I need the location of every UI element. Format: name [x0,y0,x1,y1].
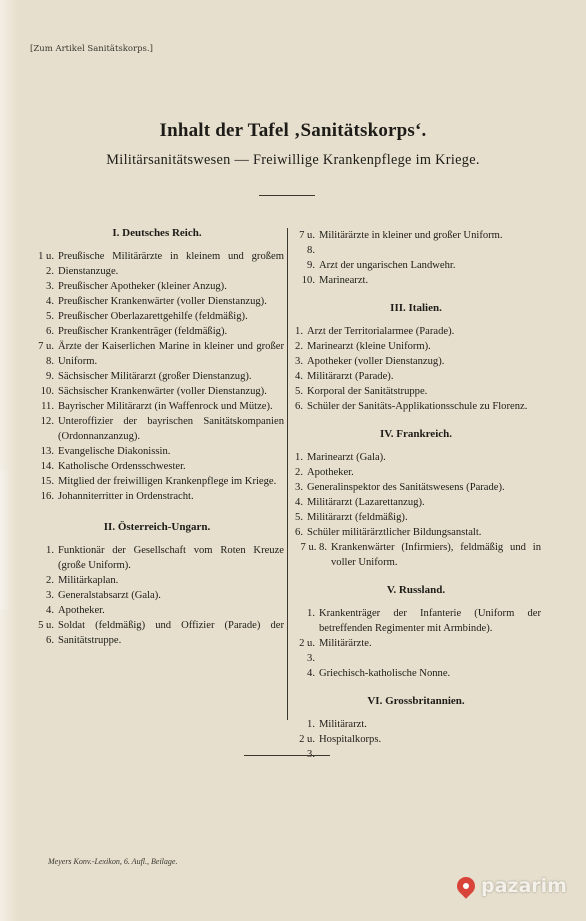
item-number: 15. [40,476,54,487]
item-text: Evangelische Diakonissin. [58,446,171,457]
section-oesterreich-ungarn [30,520,284,648]
item-text: Preußische Militärärzte in kleinem und großem Dienstanzuge. [58,251,284,277]
section-heading: VI. Grossbritannien. [367,695,465,707]
column-divider [287,228,288,720]
item-number: 12. [40,416,54,427]
section-continued-oesterreich [291,228,541,288]
list-item [30,369,284,384]
list-item [291,480,541,495]
item-text: Schüler der Sanitäts-Applikationsschule zu Florenz. [307,401,528,412]
left-column [30,226,284,648]
item-number: 13. [40,446,54,457]
item-text: Unteroffizier der bayrischen Sanitätskompanien (Ordonnanzanzug). [58,416,284,442]
item-number: 1. [295,326,303,337]
item-number: 3. [46,590,54,601]
item-number: 7 u. 8. [299,230,315,256]
item-text: Militärarzt (feldmäßig). [307,512,408,523]
item-text: Apotheker. [58,605,105,616]
list-item [30,294,284,309]
section-heading: II. Österreich-Ungarn. [103,521,211,533]
item-text: Militärarzt (Parade). [307,371,394,382]
item-number: 4. [295,497,303,508]
item-text: Preußischer Krankenwärter (voller Dienstanzug). [58,296,267,307]
item-text: Sächsischer Militärarzt (großer Dienstanzug). [58,371,252,382]
item-text: Bayrischer Militärarzt (in Waffenrock und Mütze). [58,401,273,412]
list-item [30,603,284,618]
item-text: Militärarzt (Lazarettanzug). [307,497,425,508]
item-number: 9. [307,260,315,271]
item-number: 1 u. 2. [38,251,54,277]
item-number: 7 u. 8. [38,341,54,367]
item-text: Soldat (feldmäßig) und Offizier (Parade) der Sanitätstruppe. [58,620,284,646]
list-item [30,444,284,459]
item-text: Generalstabsarzt (Gala). [58,590,161,601]
item-number: 3. [295,356,303,367]
list-item [291,399,541,414]
list-item [30,489,284,504]
item-text: Griechisch-katholische Nonne. [319,668,451,679]
bottom-divider [244,755,330,756]
item-number: 4. [46,296,54,307]
item-text: Preußischer Krankenträger (feldmäßig). [58,326,228,337]
list-item [30,588,284,603]
item-text: Apotheker (voller Dienstanzug). [307,356,445,367]
item-text: Marinearzt (Gala). [307,452,386,463]
item-text: Apotheker. [307,467,354,478]
item-text: Preußischer Apotheker (kleiner Anzug). [58,281,227,292]
item-number: 3. [46,281,54,292]
section-frankreich [291,427,541,570]
section-heading: III. Italien. [390,302,442,314]
item-number: 11. [41,401,54,412]
item-text: Preußischer Oberlazarettgehilfe (feldmäßig). [58,311,248,322]
item-text: Militärarzt. [319,719,367,730]
list-item [291,384,541,399]
list-item [291,717,541,732]
item-number: 6. [295,401,303,412]
list-item [291,732,541,762]
watermark-logo [457,875,567,897]
item-number: 5. [46,311,54,322]
section-heading: V. Russland. [386,584,446,596]
list-item [30,279,284,294]
item-number: 1. [295,452,303,463]
item-number: 2. [295,341,303,352]
item-text: Militärärzte in kleiner und großer Uniform. [319,230,503,241]
item-text: Sächsischer Krankenwärter (voller Dienstanzug). [58,386,267,397]
footer-citation: Meyers Konv.-Lexikon, 6. Aufl., Beilage. [48,857,178,866]
item-number: 7 u. 8. [300,542,327,553]
list-item [291,525,541,540]
section-russland [291,583,541,681]
item-number: 14. [40,461,54,472]
item-number: 2. [46,575,54,586]
list-item [291,666,541,681]
list-item [30,249,284,279]
list-item [30,324,284,339]
list-item [30,339,284,369]
list-item [291,606,541,636]
item-text: Mitglied der freiwilligen Krankenpflege im Kriege. [58,476,277,487]
list-item [30,459,284,474]
item-text: Krankenwärter (Infirmiers), feldmäßig und in voller Uniform. [331,542,541,568]
list-item [291,510,541,525]
section-grossbritannien [291,694,541,762]
right-column [291,228,541,762]
item-text: Ärzte der Kaiserlichen Marine in kleiner und großer Uniform. [58,341,284,367]
item-number: 4. [46,605,54,616]
list-item [291,495,541,510]
list-item [30,573,284,588]
list-item [291,636,541,666]
item-text: Marinearzt. [319,275,369,286]
list-item [291,369,541,384]
title-divider [259,195,315,196]
list-item [30,474,284,489]
list-item [291,324,541,339]
section-italien [291,301,541,414]
item-text: Johanniterritter in Ordenstracht. [58,491,194,502]
item-text: Militärärzte. [319,638,372,649]
item-number: 1. [307,608,315,619]
page-subtitle: Militärsanitätswesen — Freiwillige Krankenpflege im Kriege. [106,152,480,168]
page-title: Inhalt der Tafel ‚Sanitätskorps‘. [159,120,427,141]
item-number: 16. [40,491,54,502]
item-text: Hospitalkorps. [319,734,382,745]
item-number: 10. [40,386,54,397]
item-number: 5. [295,512,303,523]
location-pin-icon [453,873,478,898]
list-item [291,450,541,465]
item-text: Katholische Ordensschwester. [58,461,186,472]
item-text: Korporal der Sanitätstruppe. [307,386,428,397]
list-item [30,543,284,573]
item-number: 10. [301,275,315,286]
watermark-text: pazarim [481,875,567,897]
item-text: Marinearzt (kleine Uniform). [307,341,431,352]
item-text: Generalinspektor des Sanitätswesens (Parade). [307,482,505,493]
item-number: 2. [295,467,303,478]
list-item [291,339,541,354]
item-number: 5 u. 6. [38,620,54,646]
list-item [30,384,284,399]
item-number: 5. [295,386,303,397]
list-item [291,228,541,258]
item-text: Arzt der Territorialarmee (Parade). [307,326,455,337]
item-number: 4. [307,668,315,679]
item-number: 3. [295,482,303,493]
item-text: Krankenträger der Infanterie (Uniform der betreffenden Regimenter mit Armbinde). [319,608,541,634]
section-heading: IV. Frankreich. [379,428,452,440]
item-number: 2 u. [299,734,315,745]
list-item [30,309,284,324]
item-number: 1. [307,719,315,730]
item-text: Funktionär der Gesellschaft vom Roten Kreuze (große Uniform). [58,545,284,571]
torn-edge [0,470,14,610]
list-item [291,354,541,369]
item-number: 1. [46,545,54,556]
list-item [291,258,541,273]
item-text: Militärkaplan. [58,575,119,586]
item-text: Schüler militärärztlicher Bildungsanstalt. [307,527,482,538]
item-text: Arzt der ungarischen Landwehr. [319,260,456,271]
list-item [291,540,541,570]
section-deutsches-reich [30,226,284,504]
item-number: 6. [295,527,303,538]
list-item [30,618,284,648]
item-number: 2 u. 3. [299,638,315,664]
item-number: 4. [295,371,303,382]
list-item [291,273,541,288]
item-number: 9. [46,371,54,382]
list-item [291,465,541,480]
list-item [30,414,284,444]
item-number: 6. [46,326,54,337]
list-item [30,399,284,414]
header-note: [Zum Artikel Sanitätskorps.] [30,44,153,54]
section-heading: I. Deutsches Reich. [112,227,202,239]
